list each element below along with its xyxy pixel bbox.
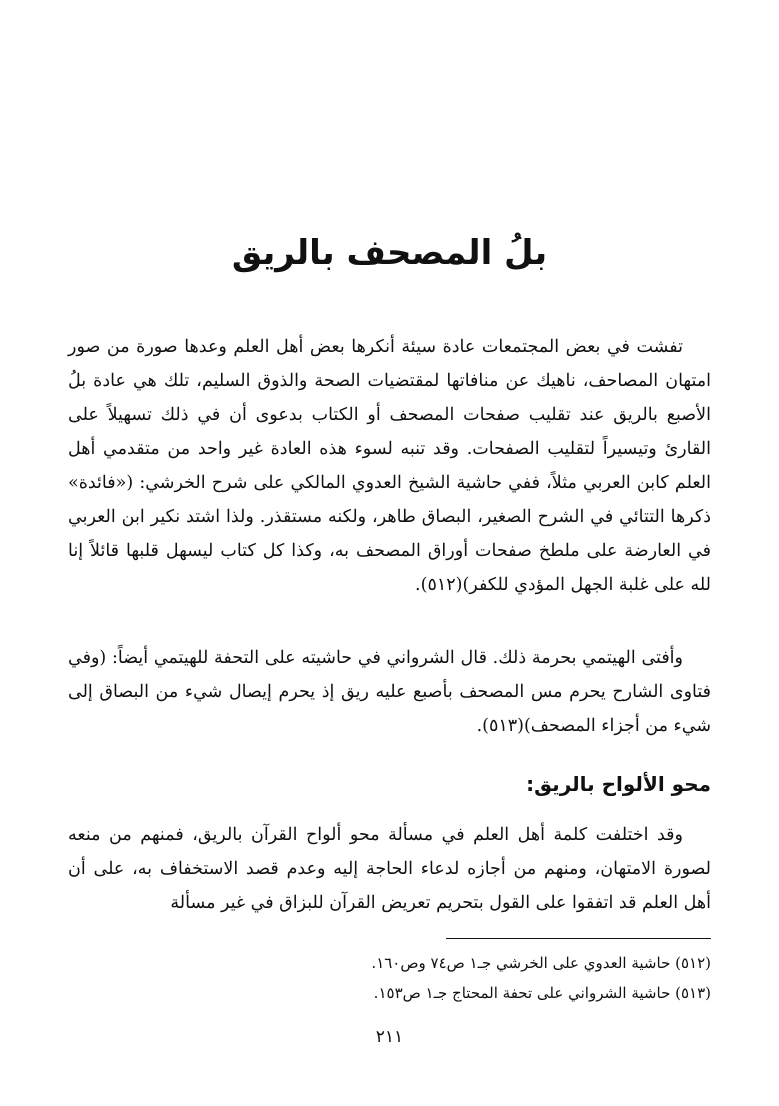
paragraph-2 bbox=[68, 641, 711, 743]
paragraph-1 bbox=[68, 330, 711, 602]
paragraph-2-text: وأفتى الهيتمي بحرمة ذلك. قال الشرواني في حاشيته على التحفة للهيتمي أيضاً: (وفي فتاوى الشارح يحرم مس المصحف بأصبع عليه ريق إذ يحرم إيصال شيء من البصاق إلى شيء من أجزاء المصحف)(٥١٣). bbox=[68, 648, 711, 736]
footnote-divider bbox=[446, 938, 711, 939]
section-subheading: محو الألواح بالريق: bbox=[526, 772, 711, 796]
chapter-title: بلُ المصحف بالريق bbox=[231, 233, 548, 273]
paragraph-3 bbox=[68, 818, 711, 920]
footnote-513: (٥١٣) حاشية الشرواني على تحفة المحتاج جـ١ ص١٥٣. bbox=[373, 984, 711, 1002]
footnote-512: (٥١٢) حاشية العدوي على الخرشي جـ١ ص٧٤ وص١٦٠. bbox=[371, 954, 711, 972]
footnotes bbox=[68, 948, 711, 1008]
page-number: ٢١١ bbox=[375, 1027, 404, 1047]
paragraph-1-text: تفشت في بعض المجتمعات عادة سيئة أنكرها بعض أهل العلم وعدها صورة من صور امتهان المصاحف، ناهيك عن منافاتها لمقتضيات الصحة والذوق السليم، تلك هي عادة بلُ الأصبع بالريق عند تقليب صفحات المصحف أو الكتاب بدعوى أن في ذلك تسهيلاً على القارئ وتيسيراً لتقليب الصفحات. وقد تنبه لسوء هذه العادة غير واحد من متقدمي أهل العلم كابن العربي مثلاً، ففي حاشية الشيخ العدوي المالكي على شرح الخرشي: («فائدة» ذكرها التتائي في الشرح الصغير، البصاق طاهر، ولكنه مستقذر. ولذا اشتد نكير ابن العربي في العارضة على ملطخ صفحات أوراق المصحف به، وكذا كل كتاب ليسهل قلبها قائلاً إنا لله على غلبة الجهل المؤدي للكفر)(٥١٢). bbox=[68, 337, 711, 595]
paragraph-3-text: وقد اختلفت كلمة أهل العلم في مسألة محو ألواح القرآن بالريق، فمنهم من منعه لصورة الامتهان، ومنهم من أجازه لدعاء الحاجة إليه وعدم قصد الاستخفاف به، على أن أهل العلم قد اتفقوا على القول بتحريم تعريض القرآن للبزاق في غير مسألة bbox=[68, 825, 711, 913]
